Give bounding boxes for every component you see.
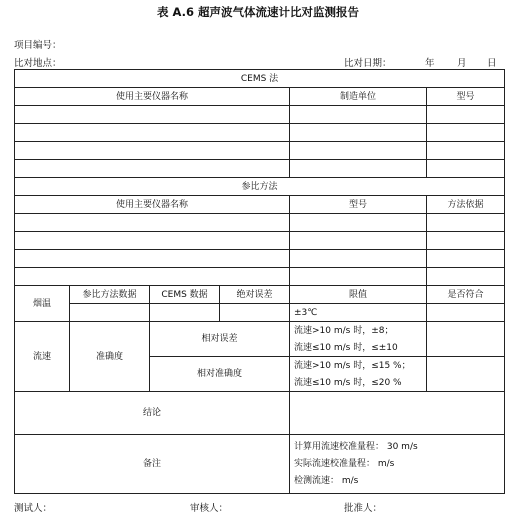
report-title: 表 A.6 超声波气体流速计比对监测报告 xyxy=(157,5,359,19)
ref-blank-row xyxy=(15,214,505,232)
year-label: 年 xyxy=(425,58,435,69)
cems-section-header: CEMS 法 xyxy=(15,70,505,88)
conclusion-value xyxy=(290,392,505,435)
temp-limit: ±3℃ xyxy=(290,304,427,322)
remarks-label: 备注 xyxy=(15,435,290,494)
reviewer-label: 审核人： xyxy=(190,503,229,514)
cems-blank-row xyxy=(15,160,505,178)
smoke-temp-label: 烟温 xyxy=(15,286,70,322)
ref-data-header: 参比方法数据 xyxy=(70,286,150,304)
ref-instrument-header: 使用主要仪器名称 xyxy=(15,196,290,214)
cems-instrument-header: 使用主要仪器名称 xyxy=(15,88,290,106)
cems-model-header: 型号 xyxy=(427,88,505,106)
tester-label: 测试人： xyxy=(14,503,53,514)
rel-err-limit-line-2: 流速≤10 m/s 时，≤±10 xyxy=(294,342,398,353)
ref-blank-row xyxy=(15,250,505,268)
remarks-line-actual-range: 实际流速校准量程： m/s xyxy=(294,458,395,469)
month-label: 月 xyxy=(457,58,467,69)
relative-error-label: 相对误差 xyxy=(150,322,290,357)
cems-data-header: CEMS 数据 xyxy=(150,286,220,304)
rel-err-limit-line-1: 流速>10 m/s 时，±8； xyxy=(294,325,394,336)
ref-blank-row xyxy=(15,268,505,286)
rel-acc-limit-line-2: 流速≤10 m/s 时，≤20 % xyxy=(294,377,402,388)
limit-header: 限值 xyxy=(290,286,427,304)
remarks-line-test-velocity: 检测流速： m/s xyxy=(294,475,359,486)
rel-err-limit-cell xyxy=(290,322,427,357)
accuracy-label: 准确度 xyxy=(70,322,150,392)
conform-header: 是否符合 xyxy=(427,286,505,304)
relative-error-row xyxy=(15,322,505,357)
remarks-content xyxy=(290,435,505,494)
rel-acc-limit-line-1: 流速>10 m/s 时，≤15 %； xyxy=(294,360,411,371)
flow-velocity-label: 流速 xyxy=(15,322,70,392)
cems-blank-row xyxy=(15,142,505,160)
conclusion-label: 结论 xyxy=(15,392,290,435)
cems-blank-row xyxy=(15,124,505,142)
report-table xyxy=(14,69,505,494)
ref-header-row xyxy=(15,178,505,196)
cems-columns-row xyxy=(15,88,505,106)
cems-maker-header: 制造单位 xyxy=(290,88,427,106)
approver-label: 批准人： xyxy=(344,503,383,514)
cems-blank-row xyxy=(15,106,505,124)
conclusion-row xyxy=(15,392,505,435)
rel-acc-limit-cell xyxy=(290,357,427,392)
results-header-row xyxy=(15,286,505,304)
day-label: 日 xyxy=(487,58,497,69)
cems-header-row xyxy=(15,70,505,88)
ref-basis-header: 方法依据 xyxy=(427,196,505,214)
date-label: 比对日期： xyxy=(344,58,392,69)
remarks-line-calc-range: 计算用流速校准量程： 30 m/s xyxy=(294,441,418,452)
ref-columns-row xyxy=(15,196,505,214)
location-label: 比对地点： xyxy=(14,58,62,69)
ref-section-header: 参比方法 xyxy=(15,178,505,196)
project-no-label: 项目编号： xyxy=(14,40,62,51)
remarks-row xyxy=(15,435,505,494)
abs-error-header: 绝对误差 xyxy=(220,286,290,304)
ref-model-header: 型号 xyxy=(290,196,427,214)
relative-accuracy-label: 相对准确度 xyxy=(150,357,290,392)
smoke-temp-row xyxy=(15,304,505,322)
ref-blank-row xyxy=(15,232,505,250)
